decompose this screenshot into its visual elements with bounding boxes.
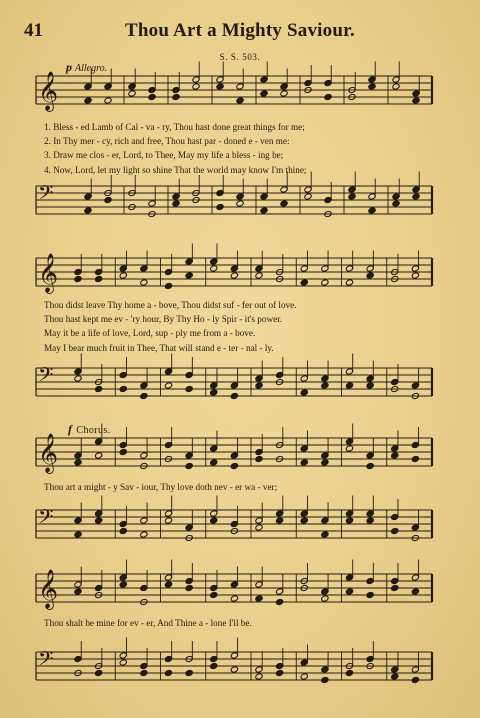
notes: [74, 354, 419, 400]
note-head: [216, 203, 224, 210]
note-head: [391, 584, 399, 591]
verse-4-line: May I bear much fruit in Thee, That will stand e - ter - nal - ly.: [44, 342, 274, 353]
note-head: [300, 389, 308, 396]
notes: [74, 560, 419, 606]
note-head: [321, 676, 329, 683]
note-head: [345, 517, 353, 524]
note-head: [84, 207, 92, 214]
note-head: [95, 669, 103, 676]
note-head: [321, 459, 329, 466]
notes: [74, 496, 419, 542]
verse-1-line: Thou didst leave Thy home a - bove, Thou didst suf - fer out of love.: [44, 300, 297, 310]
note-head: [366, 591, 374, 598]
verse-3-line: 3. Draw me clos - er, Lord, to Thee, May my life a bless - ing be;: [44, 150, 284, 161]
staff-system3-bass: [0, 502, 480, 548]
note-head: [345, 279, 353, 286]
note-head: [185, 385, 193, 392]
note-head: [95, 275, 103, 282]
note-head: [411, 588, 419, 595]
note-head: [74, 375, 82, 382]
note-head: [230, 392, 238, 399]
note-head: [185, 669, 193, 676]
note-head: [172, 200, 180, 207]
note-head: [230, 666, 238, 673]
chorus-line-2: Thou shalt be mine for ev - er, And Thine a - lone I'll be.: [44, 618, 252, 628]
staff-system2-bass: [0, 360, 480, 406]
note-head: [255, 595, 263, 602]
note-head: [392, 83, 400, 90]
treble-clef-icon: 𝄞: [38, 433, 59, 473]
chorus-lyrics-2: [44, 616, 430, 630]
note-head: [210, 517, 218, 524]
staff-system4-bass: [0, 644, 480, 690]
tempo-text: Allegro.: [75, 63, 108, 74]
note-head: [348, 193, 356, 200]
verse-2-line: 2. In Thy mer - cy, rich and free, Thou hast par - doned e - ven me:: [44, 136, 290, 147]
verses-part2: [44, 298, 430, 355]
note-head: [321, 279, 329, 286]
note-head: [74, 459, 82, 466]
note-head: [140, 392, 148, 399]
note-head: [324, 93, 332, 100]
note-head: [366, 272, 374, 279]
note-head: [185, 584, 193, 591]
note-head: [260, 90, 268, 97]
note-head: [300, 459, 308, 466]
note-head: [300, 517, 308, 524]
notes: [84, 172, 420, 218]
note-head: [185, 462, 193, 469]
note-head: [366, 517, 374, 524]
note-head: [164, 669, 172, 676]
staff-system2-treble: [0, 250, 480, 296]
note-head: [345, 445, 353, 452]
note-head: [276, 669, 284, 676]
note-head: [128, 90, 136, 97]
note-head: [236, 200, 244, 207]
verse-4-line: 4. Now, Lord, let my light so shine That the world may know I'm thine;: [44, 164, 307, 175]
note-head: [119, 448, 127, 455]
note-head: [119, 659, 127, 666]
staff-system1-bass: [0, 178, 480, 224]
notes: [74, 638, 419, 684]
chorus-line-1: Thou art a might - y Sav - iour, Thy love doth nev - er wa - ver;: [44, 482, 278, 492]
note-head: [210, 662, 218, 669]
note-head: [185, 272, 193, 279]
note-head: [255, 524, 263, 531]
note-head: [391, 673, 399, 680]
note-head: [391, 452, 399, 459]
note-head: [210, 389, 218, 396]
note-head: [255, 382, 263, 389]
note-head: [411, 676, 419, 683]
note-head: [345, 382, 353, 389]
note-head: [74, 531, 82, 538]
note-head: [74, 588, 82, 595]
note-head: [172, 93, 180, 100]
notes: [74, 244, 419, 290]
note-head: [230, 462, 238, 469]
note-head: [210, 591, 218, 598]
note-head: [119, 527, 127, 534]
note-head: [412, 97, 420, 104]
note-head: [321, 382, 329, 389]
note-head: [230, 595, 238, 602]
note-head: [280, 90, 288, 97]
note-head: [276, 598, 284, 605]
note-head: [210, 459, 218, 466]
note-head: [304, 193, 312, 200]
staff-system1-treble: [0, 68, 480, 114]
note-head: [300, 279, 308, 286]
note-head: [140, 669, 148, 676]
note-head: [104, 196, 112, 203]
note-head: [164, 282, 172, 289]
note-head: [230, 272, 238, 279]
note-head: [321, 595, 329, 602]
note-head: [95, 452, 103, 459]
staff-system4-treble: [0, 566, 480, 612]
note-head: [366, 382, 374, 389]
verse-3-line: May it be a life of love, Lord, sup - ply me from a - bove.: [44, 328, 256, 339]
treble-clef-icon: 𝄞: [38, 71, 59, 111]
note-head: [119, 385, 127, 392]
note-head: [164, 382, 172, 389]
note-head: [140, 531, 148, 538]
note-head: [192, 83, 200, 90]
note-head: [95, 385, 103, 392]
treble-clef-icon: 𝄞: [38, 253, 59, 293]
note-head: [140, 279, 148, 286]
note-head: [255, 272, 263, 279]
dynamic-p: p: [66, 60, 72, 74]
bass-clef-icon: 𝄢: [38, 363, 54, 391]
note-head: [345, 588, 353, 595]
note-head: [216, 83, 224, 90]
note-head: [84, 97, 92, 104]
note-head: [300, 673, 308, 680]
note-head: [74, 275, 82, 282]
note-head: [210, 265, 218, 272]
note-head: [276, 517, 284, 524]
bass-clef-icon: 𝄢: [38, 181, 54, 209]
note-head: [391, 527, 399, 534]
note-head: [368, 83, 376, 90]
note-head: [366, 462, 374, 469]
note-head: [119, 272, 127, 279]
dynamic-f: f: [68, 422, 73, 436]
note-head: [345, 669, 353, 676]
notes: [74, 424, 419, 470]
note-head: [164, 517, 172, 524]
note-head: [280, 200, 288, 207]
chorus-lyrics-1: [44, 480, 430, 494]
bass-clef-icon: 𝄢: [38, 647, 54, 675]
note-head: [119, 581, 127, 588]
note-head: [411, 272, 419, 279]
note-head: [236, 97, 244, 104]
note-head: [321, 531, 329, 538]
verse-1-line: 1. Bless - ed Lamb of Cal - va - ry, Thou hast done great things for me;: [44, 122, 305, 132]
note-head: [164, 581, 172, 588]
note-head: [392, 200, 400, 207]
note-head: [255, 455, 263, 462]
note-head: [148, 93, 156, 100]
note-head: [255, 673, 263, 680]
staff-system3-treble: [0, 430, 480, 476]
chorus-text: Chorus.: [76, 425, 111, 436]
note-head: [412, 193, 420, 200]
note-head: [411, 455, 419, 462]
treble-clef-icon: 𝄞: [38, 569, 59, 609]
verse-2-line: Thou hast kept me ev - 'ry hour, By Thy Ho - ly Spir - it's power.: [44, 314, 283, 325]
page-number: 41: [24, 20, 43, 41]
hymn-title: Thou Art a Mighty Saviour.: [125, 20, 355, 41]
note-head: [368, 207, 376, 214]
verses-part1: [44, 120, 430, 177]
note-head: [95, 517, 103, 524]
bass-clef-icon: 𝄢: [38, 505, 54, 533]
note-head: [104, 97, 112, 104]
note-head: [260, 207, 268, 214]
hymn-reference: S. S. 503.: [219, 52, 261, 62]
